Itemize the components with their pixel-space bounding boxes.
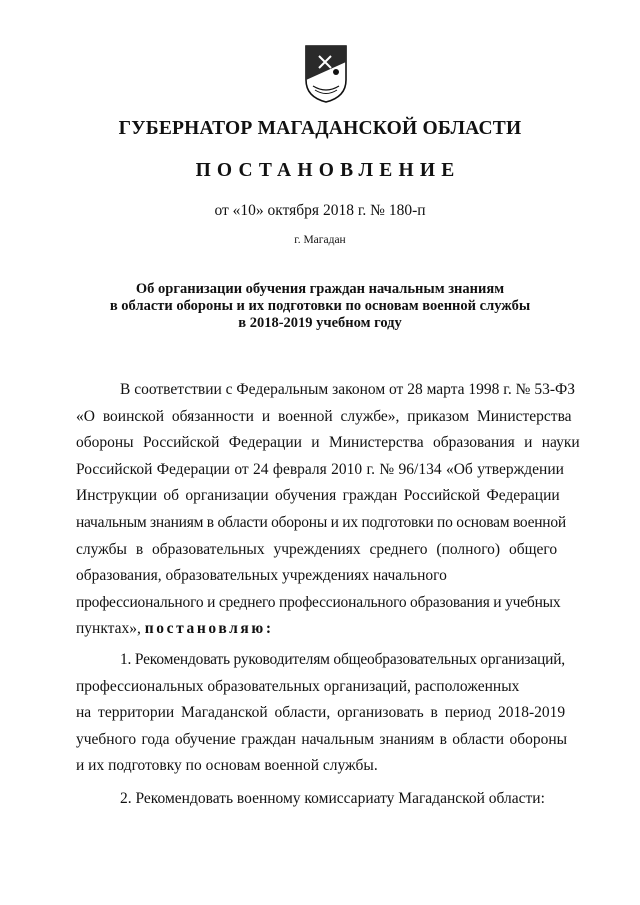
text-line: 2. Рекомендовать военному комиссариату Магаданской области: — [120, 789, 545, 807]
word: организаций, — [323, 677, 411, 695]
text-line: профессионального и среднего профессионального образования и учебных — [76, 593, 561, 611]
item-2-paragraph — [76, 786, 572, 813]
document-subject — [0, 281, 640, 332]
text-line: обороны Российской Федерации и Министерства образования и науки — [76, 434, 580, 452]
text-line: службы в образовательных учреждениях среднего (полного) общего — [76, 540, 558, 558]
word: профессиональных — [76, 677, 204, 695]
city-name: г. Магадан — [294, 234, 346, 246]
text-line: и их подготовку по основам военной службы. — [76, 757, 378, 775]
word: начального — [372, 567, 447, 585]
text-line: В соответствии с Федеральным законом от 28 марта 1998 г. № 53-ФЗ — [120, 381, 575, 398]
subject-line: в области обороны и их подготовки по основам военной службы — [109, 298, 531, 314]
text-fragment: пунктах», — [76, 620, 141, 638]
decree-word: постановляю: — [144, 620, 274, 638]
text-line: Российской Федерации от 24 февраля 2010 г. № 96/134 «Об утверждении — [76, 460, 564, 478]
text-line: учебного года обучение граждан начальным знаниям в области обороны — [76, 730, 568, 748]
item-1-paragraph — [76, 647, 572, 780]
text-line: на территории Магаданской области, организовать в период 2018-2019 — [76, 704, 566, 722]
word: образовательных — [165, 567, 279, 585]
document-body — [76, 377, 580, 813]
text-line — [76, 563, 572, 590]
governor-title: ГУБЕРНАТОР МАГАДАНСКОЙ ОБЛАСТИ — [118, 118, 522, 139]
word: расположенных — [414, 677, 520, 695]
word: образовательных — [207, 677, 320, 695]
text-line: Инструкции об организации обучения граждан Российской Федерации — [76, 487, 560, 505]
date-and-number: от «10» октября 2018 г. № 180-п — [214, 202, 426, 219]
subject-line: Об организации обучения граждан начальным знаниям — [135, 281, 505, 297]
text-line: «О воинской обязанности и военной службе», приказом Министерства — [76, 407, 572, 425]
document-type-heading: ПОСТАНОВЛЕНИЕ — [195, 160, 461, 181]
text-line — [76, 616, 572, 643]
text-line: 1. Рекомендовать руководителям общеобразовательных организаций, — [120, 650, 565, 668]
coat-of-arms-icon — [303, 42, 349, 104]
preamble-paragraph — [76, 377, 580, 643]
text-line — [76, 674, 572, 701]
word: учреждениях — [281, 567, 370, 585]
text-line: начальным знаниям в области обороны и их подготовки по основам военной — [76, 513, 566, 531]
word: образования, — [76, 567, 162, 585]
subject-line: в 2018-2019 учебном году — [238, 315, 402, 331]
